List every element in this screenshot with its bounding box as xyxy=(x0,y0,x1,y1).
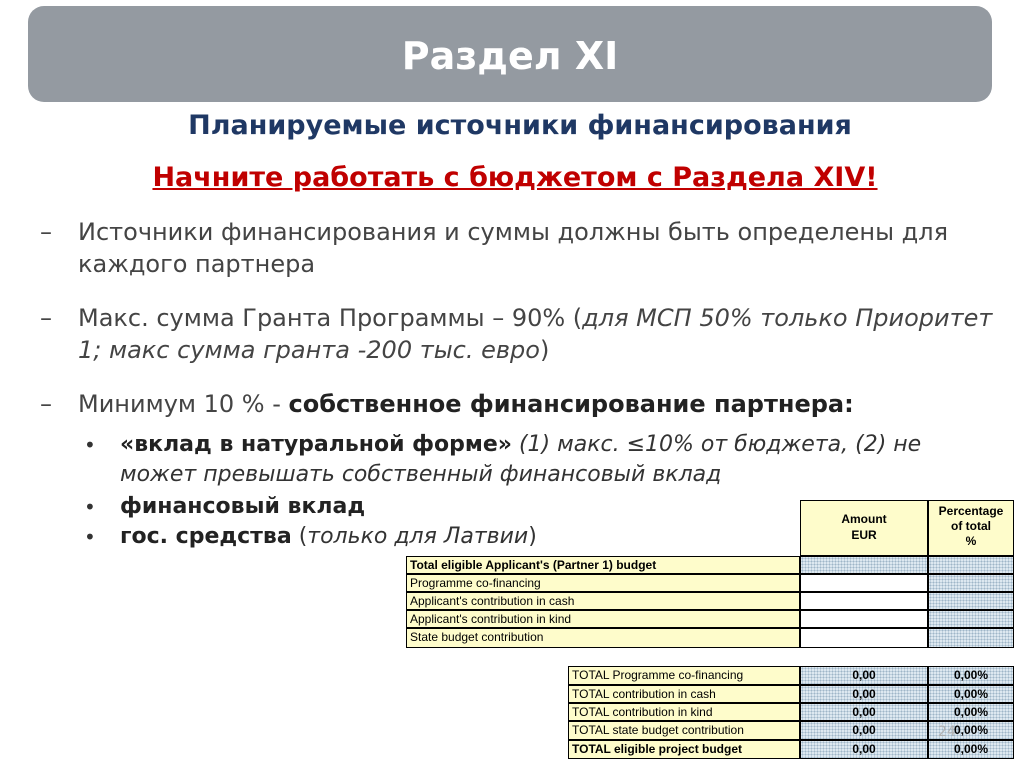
budget-table xyxy=(406,500,1016,652)
header-bar xyxy=(28,6,992,102)
totals-row-label: TOTAL eligible project budget xyxy=(568,740,800,759)
dash-marker: – xyxy=(40,390,52,418)
amount-header-line: Amount xyxy=(841,512,887,526)
dash-item-1 xyxy=(40,216,1020,286)
dash-item-text: Источники финансирования и суммы должны быть определены для каждого партнера xyxy=(78,218,949,278)
table-cell-amount-input[interactable] xyxy=(800,610,928,628)
dash-item-2 xyxy=(40,302,1020,372)
pct-header-line: % xyxy=(965,534,977,548)
table-row-label: Applicant's contribution in cash xyxy=(406,592,800,610)
dash-item-3 xyxy=(40,388,1020,424)
bullet-text xyxy=(120,430,980,490)
table-cell-pct xyxy=(928,592,1014,610)
dash-item-italic: для МСП 50% только Приоритет 1; макс сумма гранта -200 тыс. евро xyxy=(78,304,993,364)
bullet-plain: ) xyxy=(528,524,537,549)
dash-item-end: ) xyxy=(539,336,550,364)
totals-row-amount: 0,00 xyxy=(800,685,928,703)
bullet-plain: ( xyxy=(291,524,308,549)
totals-row-pct: 0,00% xyxy=(928,685,1014,703)
bullet-italic: только для Латвии xyxy=(307,524,529,549)
table-row-label: Programme co-financing xyxy=(406,574,800,592)
table-cell-amount-input[interactable] xyxy=(800,592,928,610)
table-cell-amount-input[interactable] xyxy=(800,628,928,648)
totals-row-label: TOTAL Programme co-financing xyxy=(568,666,800,685)
dash-marker: – xyxy=(40,304,52,332)
table-row-label: Applicant's contribution in kind xyxy=(406,610,800,628)
amount-header-line: EUR xyxy=(851,528,877,542)
table-row-label: Total eligible Applicant's (Partner 1) budget xyxy=(406,556,800,574)
totals-row-pct: 0,00% xyxy=(928,666,1014,685)
bullet-marker: • xyxy=(84,525,96,549)
table-cell-amount-input[interactable] xyxy=(800,574,928,592)
dash-item-text xyxy=(78,388,1008,420)
dash-item-plain: Макс. сумма Гранта Программы – 90% ( xyxy=(78,304,583,332)
subtitle: Планируемые источники финансирования xyxy=(188,110,852,141)
bullet-item-1 xyxy=(84,430,984,492)
totals-row-label: TOTAL contribution in cash xyxy=(568,685,800,703)
totals-row-label: TOTAL contribution in kind xyxy=(568,703,800,721)
totals-row-amount: 0,00 xyxy=(800,740,928,759)
bullet-italic: (1) макс. ≤10% от бюджета, (2) не может превышать собственный финансовый вклад xyxy=(120,432,922,487)
table-row-label: State budget contribution xyxy=(406,628,800,648)
totals-row-amount: 0,00 xyxy=(800,703,928,721)
table-cell-pct xyxy=(928,574,1014,592)
table-cell-pct xyxy=(928,628,1014,648)
bullet-marker: • xyxy=(84,495,96,519)
totals-table xyxy=(568,666,1018,766)
dash-item-plain: Минимум 10 % - xyxy=(78,390,289,418)
amount-header xyxy=(800,500,928,556)
table-cell-pct xyxy=(928,556,1014,574)
dash-item-bold: собственное финансирование партнера: xyxy=(288,390,854,418)
totals-row-pct: 0,00% xyxy=(928,740,1014,759)
slide-title: Раздел XI xyxy=(401,34,619,78)
pct-header-line: Percentage xyxy=(938,504,1004,518)
pct-header-line: of total xyxy=(951,519,991,533)
table-cell-pct xyxy=(928,610,1014,628)
totals-row-pct: 0,00% xyxy=(928,703,1014,721)
bullet-bold: «вклад в натуральной форме» xyxy=(120,432,512,457)
totals-row-amount: 0,00 xyxy=(800,721,928,740)
bullet-marker: • xyxy=(84,433,96,457)
table-cell-amount xyxy=(800,556,928,574)
dash-item-text xyxy=(78,302,1008,366)
warning-text: Начните работать с бюджетом с Раздела XIV! xyxy=(152,162,878,193)
bullet-bold: гос. средства xyxy=(120,524,292,549)
page-number: 24 xyxy=(938,724,956,740)
totals-row-pct: 0,00% xyxy=(928,721,1014,740)
percentage-header xyxy=(928,500,1014,556)
totals-row-amount: 0,00 xyxy=(800,666,928,685)
dash-marker: – xyxy=(40,218,52,246)
bullet-bold: финансовый вклад xyxy=(120,494,366,519)
totals-row-label: TOTAL state budget contribution xyxy=(568,721,800,740)
